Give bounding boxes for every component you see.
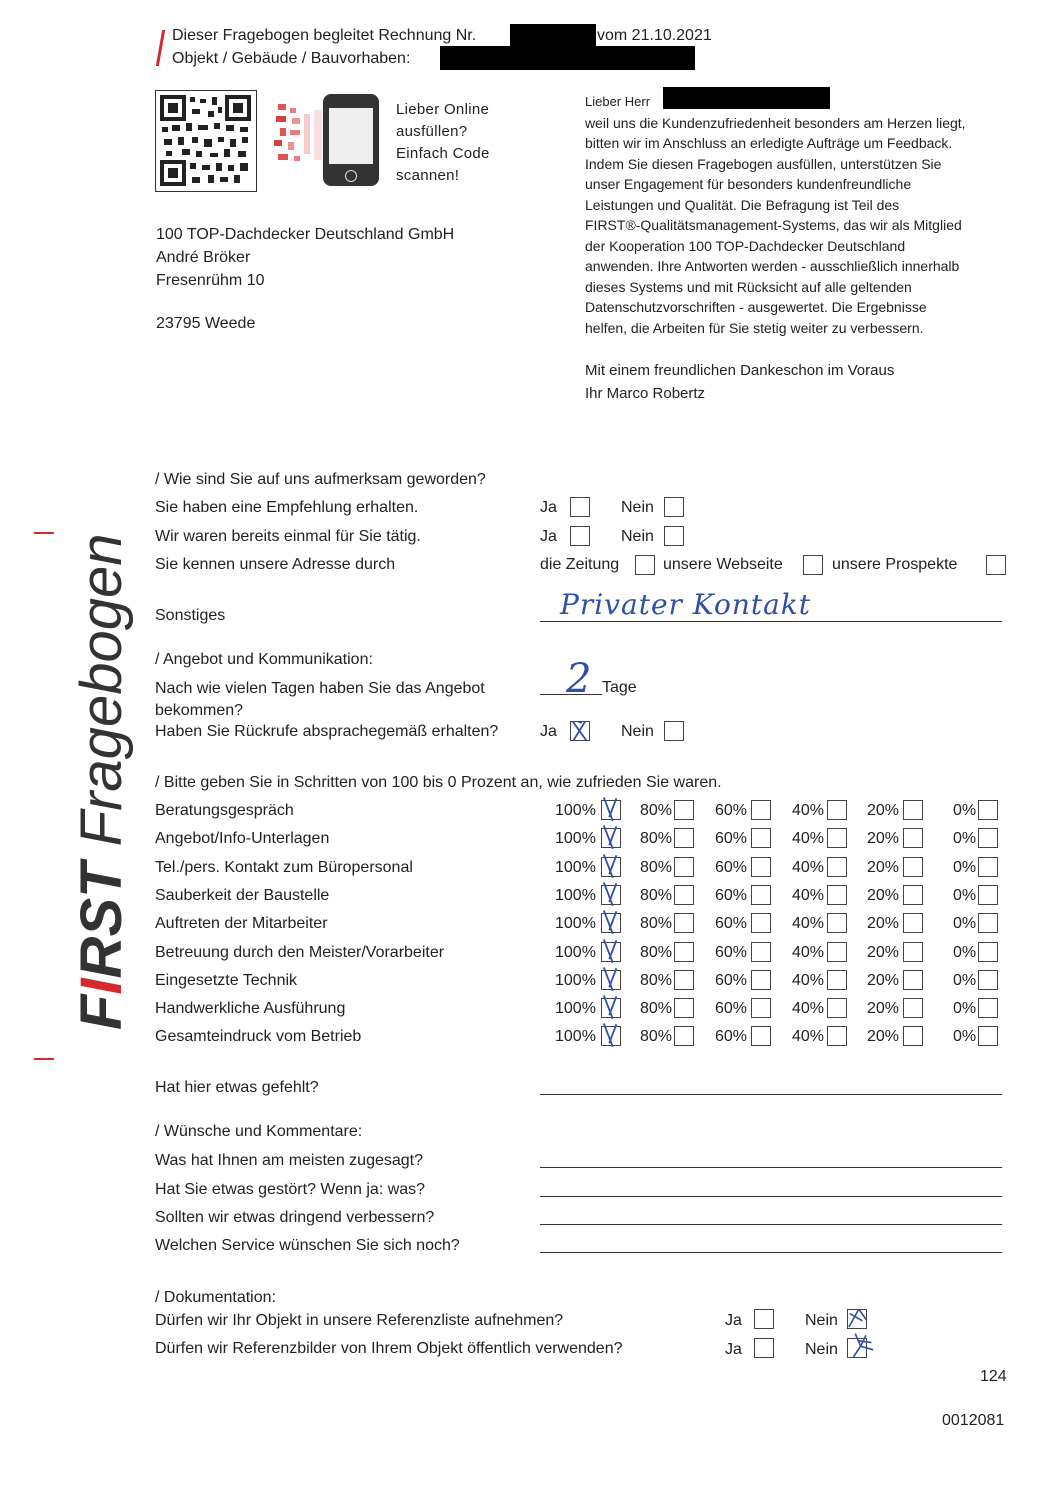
letter-line: der Kooperation 100 TOP-Dachdecker Deutschland xyxy=(585,237,906,254)
rating-checkbox[interactable] xyxy=(674,885,694,905)
brand-first xyxy=(69,862,134,1030)
rating-level-label: 80% xyxy=(640,859,673,876)
prospekte-checkbox[interactable] xyxy=(986,555,1006,575)
rating-level-label: 80% xyxy=(640,1000,673,1017)
question-callbacks: Haben Sie Rückrufe absprachegemäß erhalten? xyxy=(155,723,499,740)
rating-checkbox[interactable] xyxy=(674,800,694,820)
rating-level-label: 60% xyxy=(715,915,748,932)
rating-checkbox[interactable] xyxy=(978,913,998,933)
rating-level-label: 20% xyxy=(867,1028,900,1045)
ja-label: Ja xyxy=(540,528,557,545)
nein-label: Nein xyxy=(621,528,654,545)
rating-checkbox[interactable] xyxy=(978,970,998,990)
disturbed-line xyxy=(540,1196,1002,1197)
rating-level-label: 60% xyxy=(715,887,748,904)
rating-checkbox[interactable] xyxy=(978,998,998,1018)
rating-level-label: 40% xyxy=(792,915,825,932)
qr-code-pattern xyxy=(156,91,255,190)
rating-checkbox[interactable] xyxy=(601,970,621,990)
rating-level-label: 0% xyxy=(953,915,977,932)
rating-checkbox[interactable] xyxy=(978,942,998,962)
missing-answer-line xyxy=(540,1094,1002,1095)
rating-checkbox[interactable] xyxy=(751,828,771,848)
question-reference-list: Dürfen wir Ihr Objekt in unsere Referenzliste aufnehmen? xyxy=(155,1312,564,1329)
letter-line: weil uns die Kundenzufriedenheit besonders am Herzen liegt, xyxy=(585,114,966,131)
brand-fragebogen: Fragebogen xyxy=(69,533,134,847)
nein-label: Nein xyxy=(621,499,654,516)
letter-line: Datenschutzvorschriften - ausgewertet. Die Ergebnisse xyxy=(585,299,927,315)
tage-label: Tage xyxy=(602,679,637,696)
rating-level-label: 100% xyxy=(555,802,596,819)
rating-checkbox[interactable] xyxy=(903,970,923,990)
letter-line: Leistungen und Qualität. Die Befragung ist Teil des xyxy=(585,196,900,213)
sender-address xyxy=(156,223,454,335)
rating-checkbox[interactable] xyxy=(978,1026,998,1046)
rating-checkbox[interactable] xyxy=(601,857,621,877)
rating-checkbox[interactable] xyxy=(751,998,771,1018)
nein-label: Nein xyxy=(805,1312,838,1329)
sidebar-accent-mark-bottom xyxy=(34,1058,54,1060)
ja-label: Ja xyxy=(725,1341,742,1358)
callbacks-no-checkbox[interactable] xyxy=(664,721,684,741)
sonstiges-label: Sonstiges xyxy=(155,607,226,624)
previous-work-no-checkbox[interactable] xyxy=(664,526,684,546)
ja-label: Ja xyxy=(540,499,557,516)
rating-level-label: 100% xyxy=(555,859,596,876)
header-invoice-line xyxy=(172,26,476,45)
rating-checkbox[interactable] xyxy=(601,800,621,820)
rating-checkbox[interactable] xyxy=(827,857,847,877)
section4-title: / Wünsche und Kommentare: xyxy=(155,1123,363,1140)
sender-street: Fresenrühm 10 xyxy=(156,272,265,289)
rating-checkbox[interactable] xyxy=(601,998,621,1018)
question-improve: Sollten wir etwas dringend verbessern? xyxy=(155,1209,435,1226)
rating-level-label: 100% xyxy=(555,887,596,904)
option-webseite-label: unsere Webseite xyxy=(663,556,783,573)
closing-line-2: Ihr Marco Robertz xyxy=(585,385,706,402)
rating-checkbox[interactable] xyxy=(903,857,923,877)
rating-level-label: 80% xyxy=(640,972,673,989)
letter-line: FIRST®-Qualitätsmanagement-Systems, das wir als Mitglied xyxy=(585,217,962,233)
check-mark-icon xyxy=(602,886,620,904)
question-missing: Hat hier etwas gefehlt? xyxy=(155,1079,319,1096)
question-previous-work: Wir waren bereits einmal für Sie tätig. xyxy=(155,528,421,545)
rating-level-label: 40% xyxy=(792,1000,825,1017)
letter-line: dieses Systems und mit Rücksicht auf alle geltenden xyxy=(585,278,912,295)
section3-title: / Bitte geben Sie in Schritten von 100 bis 0 Prozent an, wie zufrieden Sie waren. xyxy=(155,774,722,791)
rating-level-label: 100% xyxy=(555,915,596,932)
question-offer-days-line-1: Nach wie vielen Tagen haben Sie das Angebot xyxy=(155,680,485,697)
check-mark-icon xyxy=(602,829,620,847)
scan-beam-graphic xyxy=(270,100,326,172)
rating-row-label: Handwerkliche Ausführung xyxy=(155,1000,346,1017)
rating-checkbox[interactable] xyxy=(903,998,923,1018)
rating-level-label: 0% xyxy=(953,802,977,819)
rating-row-label: Eingesetzte Technik xyxy=(155,972,298,989)
rating-level-label: 20% xyxy=(867,830,900,847)
section5-title: / Dokumentation: xyxy=(155,1289,276,1306)
ja-label: Ja xyxy=(725,1312,742,1329)
sender-city: 23795 Weede xyxy=(156,315,256,332)
option-zeitung-label: die Zeitung xyxy=(540,556,620,573)
rating-level-label: 0% xyxy=(953,887,977,904)
rating-checkbox[interactable] xyxy=(674,1026,694,1046)
rating-checkbox[interactable] xyxy=(903,828,923,848)
rating-level-label: 100% xyxy=(555,944,596,961)
rating-level-label: 20% xyxy=(867,859,900,876)
rating-level-label: 60% xyxy=(715,830,748,847)
letter-closing xyxy=(585,359,894,405)
rating-checkbox[interactable] xyxy=(903,800,923,820)
rating-level-label: 0% xyxy=(953,830,977,847)
section2-title: / Angebot und Kommunikation: xyxy=(155,651,373,668)
rating-checkbox[interactable] xyxy=(827,885,847,905)
document-number: 0012081 xyxy=(942,1412,1005,1429)
rating-level-label: 0% xyxy=(953,972,977,989)
letter-salutation: Lieber Herr xyxy=(585,94,651,109)
question-offer-days xyxy=(155,678,485,722)
rating-checkbox[interactable] xyxy=(903,942,923,962)
rating-level-label: 40% xyxy=(792,972,825,989)
scan-line-3: Einfach Code xyxy=(396,145,490,162)
nein-label: Nein xyxy=(621,723,654,740)
check-mark-icon xyxy=(602,801,620,819)
sonstiges-answer[interactable]: Privater Kontakt xyxy=(560,588,812,621)
rating-level-label: 40% xyxy=(792,802,825,819)
rating-row-label: Betreuung durch den Meister/Vorarbeiter xyxy=(155,944,445,961)
rating-level-label: 100% xyxy=(555,1000,596,1017)
rating-level-label: 60% xyxy=(715,1000,748,1017)
rating-level-label: 20% xyxy=(867,972,900,989)
rating-checkbox[interactable] xyxy=(903,913,923,933)
rating-row-label: Beratungsgespräch xyxy=(155,802,294,819)
rating-checkbox[interactable] xyxy=(751,885,771,905)
rating-checkbox[interactable] xyxy=(601,828,621,848)
callbacks-yes-checkbox[interactable] xyxy=(570,721,590,741)
rating-checkbox[interactable] xyxy=(827,998,847,1018)
service-wish-line xyxy=(540,1252,1002,1253)
rating-level-label: 40% xyxy=(792,859,825,876)
rating-level-label: 20% xyxy=(867,802,900,819)
rating-level-label: 80% xyxy=(640,802,673,819)
rating-row-label: Angebot/Info-Unterlagen xyxy=(155,830,330,847)
previous-work-yes-checkbox[interactable] xyxy=(570,526,590,546)
rating-level-label: 0% xyxy=(953,1000,977,1017)
invoice-date: vom 21.10.2021 xyxy=(597,27,712,44)
sender-company: 100 TOP-Dachdecker Deutschland GmbH xyxy=(156,226,455,243)
rating-checkbox[interactable] xyxy=(978,885,998,905)
object-redaction xyxy=(440,46,695,70)
check-mark-icon xyxy=(602,858,620,876)
rating-checkbox[interactable] xyxy=(751,913,771,933)
rating-checkbox[interactable] xyxy=(601,913,621,933)
rating-level-label: 40% xyxy=(792,1028,825,1045)
rating-level-label: 80% xyxy=(640,887,673,904)
liked-most-line xyxy=(540,1167,1002,1168)
rating-level-label: 60% xyxy=(715,944,748,961)
check-mark-icon xyxy=(571,722,589,740)
question-disturbed: Hat Sie etwas gestört? Wenn ja: was? xyxy=(155,1181,426,1198)
rating-level-label: 100% xyxy=(555,1028,596,1045)
rating-level-label: 20% xyxy=(867,915,900,932)
offer-days-line xyxy=(540,694,602,695)
rating-level-label: 20% xyxy=(867,887,900,904)
rating-checkbox[interactable] xyxy=(674,998,694,1018)
rating-level-label: 80% xyxy=(640,1028,673,1045)
header-accent-mark xyxy=(156,30,165,66)
brand-letter-i: I xyxy=(69,978,134,995)
letter-line: Indem Sie diesen Fragebogen ausfüllen, unterstützen Sie xyxy=(585,155,942,172)
rating-checkbox[interactable] xyxy=(674,913,694,933)
check-mark-icon xyxy=(602,971,620,989)
page-number: 124 xyxy=(980,1368,1007,1385)
recommendation-yes-checkbox[interactable] xyxy=(570,497,590,517)
rating-checkbox[interactable] xyxy=(674,857,694,877)
invoice-label: Dieser Fragebogen begleitet Rechnung Nr. xyxy=(172,27,477,44)
recipient-name-redaction xyxy=(663,87,830,109)
closing-line-1: Mit einem freundlichen Dankeschon im Voraus xyxy=(585,362,895,379)
rating-level-label: 100% xyxy=(555,830,596,847)
rating-row-label: Gesamteindruck vom Betrieb xyxy=(155,1028,362,1045)
rating-row-label: Sauberkeit der Baustelle xyxy=(155,887,330,904)
rating-checkbox[interactable] xyxy=(751,1026,771,1046)
rating-level-label: 0% xyxy=(953,1028,977,1045)
letter-body xyxy=(585,92,1025,338)
rating-checkbox[interactable] xyxy=(674,828,694,848)
rating-checkbox[interactable] xyxy=(751,857,771,877)
rating-checkbox[interactable] xyxy=(751,942,771,962)
rating-checkbox[interactable] xyxy=(978,800,998,820)
scan-line-4: scannen! xyxy=(396,167,460,184)
rating-checkbox[interactable] xyxy=(903,885,923,905)
check-mark-icon xyxy=(602,914,620,932)
rating-checkbox[interactable] xyxy=(674,970,694,990)
question-offer-days-line-2: bekommen? xyxy=(155,702,244,719)
ja-label: Ja xyxy=(540,723,557,740)
rating-checkbox[interactable] xyxy=(903,1026,923,1046)
reference-images-no-checkbox[interactable] xyxy=(847,1338,867,1358)
question-liked-most: Was hat Ihnen am meisten zugesagt? xyxy=(155,1152,423,1169)
question-address-source: Sie kennen unsere Adresse durch xyxy=(155,556,396,573)
check-mark-icon xyxy=(602,999,620,1017)
question-recommendation: Sie haben eine Empfehlung erhalten. xyxy=(155,499,419,516)
rating-level-label: 0% xyxy=(953,944,977,961)
rating-row-label: Auftreten der Mitarbeiter xyxy=(155,915,328,932)
rating-level-label: 60% xyxy=(715,1028,748,1045)
invoice-number-redaction xyxy=(510,24,596,46)
improve-line xyxy=(540,1224,1002,1225)
check-mark-icon xyxy=(848,1310,866,1328)
sidebar-title xyxy=(68,534,135,1031)
check-mark-icon xyxy=(848,1339,866,1357)
recommendation-no-checkbox[interactable] xyxy=(664,497,684,517)
rating-level-label: 60% xyxy=(715,802,748,819)
rating-level-label: 0% xyxy=(953,859,977,876)
check-mark-icon xyxy=(602,1027,620,1045)
scan-line-2: ausfüllen? xyxy=(396,123,468,140)
rating-checkbox[interactable] xyxy=(827,913,847,933)
question-reference-images: Dürfen wir Referenzbilder von Ihrem Objekt öffentlich verwenden? xyxy=(155,1340,623,1357)
nein-label: Nein xyxy=(805,1341,838,1358)
scan-line-1: Lieber Online xyxy=(396,101,490,118)
rating-level-label: 20% xyxy=(867,1000,900,1017)
sidebar-accent-mark-top xyxy=(34,532,54,534)
sonstiges-answer-line xyxy=(540,621,1002,622)
rating-level-label: 80% xyxy=(640,915,673,932)
rating-level-label: 40% xyxy=(792,830,825,847)
rating-checkbox[interactable] xyxy=(601,885,621,905)
rating-level-label: 40% xyxy=(792,887,825,904)
reference-images-yes-checkbox[interactable] xyxy=(754,1338,774,1358)
question-service-wish: Welchen Service wünschen Sie sich noch? xyxy=(155,1237,460,1254)
rating-level-label: 60% xyxy=(715,972,748,989)
rating-level-label: 80% xyxy=(640,944,673,961)
rating-checkbox[interactable] xyxy=(827,942,847,962)
reference-list-no-checkbox[interactable] xyxy=(847,1309,867,1329)
rating-level-label: 40% xyxy=(792,944,825,961)
webseite-checkbox[interactable] xyxy=(803,555,823,575)
rating-checkbox[interactable] xyxy=(601,942,621,962)
zeitung-checkbox[interactable] xyxy=(635,555,655,575)
smartphone-icon xyxy=(323,94,379,186)
rating-level-label: 20% xyxy=(867,944,900,961)
rating-checkbox[interactable] xyxy=(827,1026,847,1046)
letter-line: bitten wir im Anschluss an erledigte Aufträge um Feedback. xyxy=(585,135,953,151)
brand-letter-f: F xyxy=(69,994,134,1030)
rating-level-label: 80% xyxy=(640,830,673,847)
letter-line: anwenden. Ihre Antworten werden - ausschließlich innerhalb xyxy=(585,258,960,274)
rating-checkbox[interactable] xyxy=(978,828,998,848)
rating-row-label: Tel./pers. Kontakt zum Büropersonal xyxy=(155,859,413,876)
rating-checkbox[interactable] xyxy=(827,828,847,848)
rating-checkbox[interactable] xyxy=(978,857,998,877)
letter-line: helfen, die Arbeiten für Sie stetig weiter zu verbessern. xyxy=(585,319,924,336)
rating-checkbox[interactable] xyxy=(827,970,847,990)
option-prospekte-label: unsere Prospekte xyxy=(832,556,958,573)
rating-checkbox[interactable] xyxy=(827,800,847,820)
reference-list-yes-checkbox[interactable] xyxy=(754,1309,774,1329)
offer-days-answer[interactable]: 2 xyxy=(566,656,592,702)
object-label: Objekt / Gebäude / Bauvorhaben: xyxy=(172,50,411,67)
scan-instructions xyxy=(396,99,490,187)
rating-checkbox[interactable] xyxy=(601,1026,621,1046)
rating-level-label: 60% xyxy=(715,859,748,876)
rating-level-label: 100% xyxy=(555,972,596,989)
sender-name: André Bröker xyxy=(156,249,251,266)
qr-code[interactable] xyxy=(155,90,257,192)
brand-letters-rst: RST xyxy=(69,862,134,979)
rating-checkbox[interactable] xyxy=(751,800,771,820)
rating-checkbox[interactable] xyxy=(674,942,694,962)
section1-title: / Wie sind Sie auf uns aufmerksam geworden? xyxy=(155,471,486,488)
letter-line: unser Engagement für besonders kundenfreundliche xyxy=(585,176,912,192)
rating-checkbox[interactable] xyxy=(751,970,771,990)
check-mark-icon xyxy=(602,943,620,961)
